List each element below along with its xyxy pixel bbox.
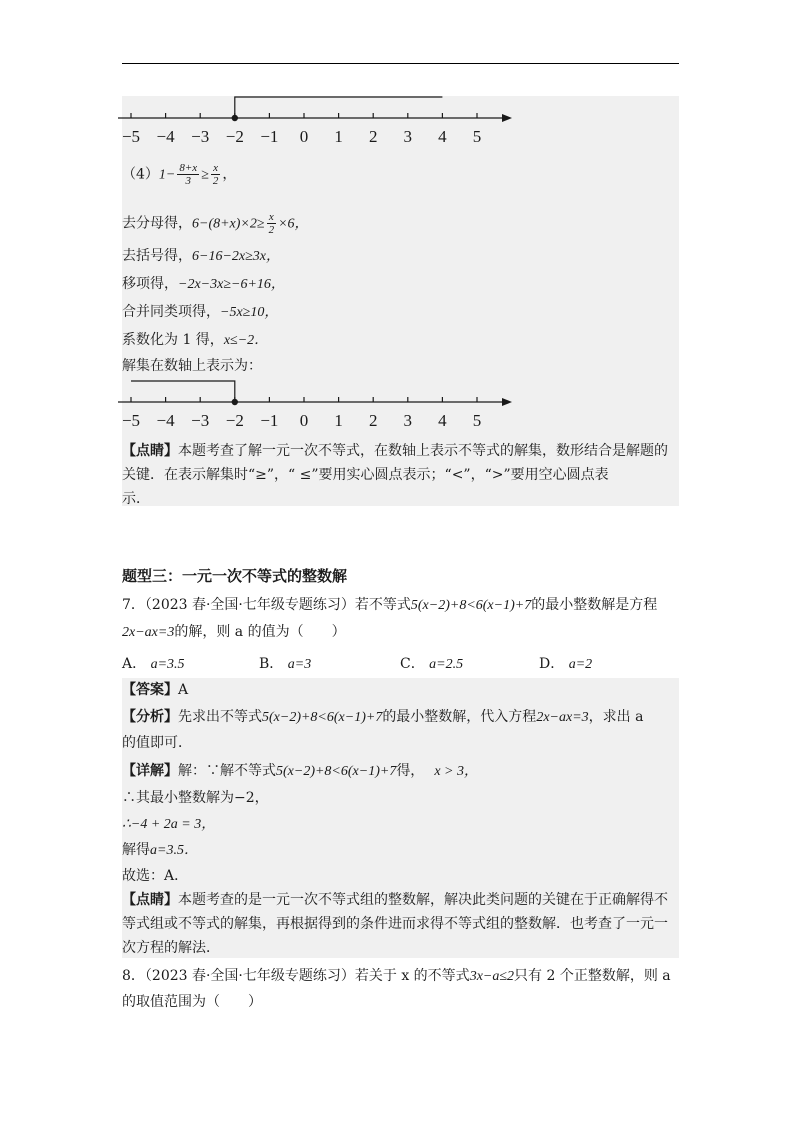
step-expr: x≤−2． xyxy=(223,333,269,348)
comment1-line3 xyxy=(122,489,150,509)
step-denominator xyxy=(122,211,309,236)
inequality: 5(x−2)+8<6(x−1)+7 xyxy=(262,710,383,725)
tick-label: 0 xyxy=(299,127,309,146)
analysis-text: 先求出不等式 xyxy=(178,709,262,725)
part4-label: （4） xyxy=(122,166,159,183)
detail-step3 xyxy=(122,840,198,861)
option-value: a=2.5 xyxy=(429,657,464,672)
punct: ， xyxy=(222,166,237,183)
option-label: B． xyxy=(259,656,284,672)
step-label: 系数化为 1 得， xyxy=(122,332,224,348)
tick-label: −5 xyxy=(121,411,141,430)
step-combine xyxy=(122,302,278,323)
comment-text: 等式组或不等式的解集，再根据得到的条件进而求得不等式组的整数解．也考查了一元一 xyxy=(122,916,668,932)
detail-line1 xyxy=(122,761,478,782)
tick-label: 4 xyxy=(438,127,447,146)
option-label: C． xyxy=(400,656,425,672)
fraction xyxy=(177,162,199,187)
part4-inequality xyxy=(122,162,236,187)
analysis-tag: 【分析】 xyxy=(122,709,178,725)
q7-line1 xyxy=(122,595,657,616)
detail-step: ∴−4 + 2a = 3， xyxy=(122,817,216,832)
step-brackets xyxy=(122,246,280,267)
number-line-2 xyxy=(110,372,530,432)
step-expr: −2x−3x≥−6+16， xyxy=(178,277,285,292)
comment-text: 示． xyxy=(122,491,150,507)
step-label: 去括号得， xyxy=(122,248,192,264)
solution-ray xyxy=(131,381,235,402)
analysis-line2 xyxy=(122,733,192,753)
q8-line1 xyxy=(122,966,671,987)
tick-label: 5 xyxy=(472,411,482,430)
comment2-line2 xyxy=(122,914,668,934)
question-text: 8．（2023 春·全国·七年级专题练习）若关于 x 的不等式 xyxy=(122,968,470,984)
option-value: a=2 xyxy=(568,657,593,672)
fraction xyxy=(211,162,221,187)
ge-sign: ≥ xyxy=(201,167,209,183)
comment-text: 次方程的解法． xyxy=(122,940,220,956)
option-c[interactable] xyxy=(400,653,463,673)
comment-text: 本题考查了解一元一次不等式，在数轴上表示不等式的解集，数形结合是解题的 xyxy=(178,443,668,459)
tick-label: −3 xyxy=(191,127,210,146)
tick-label: −2 xyxy=(225,127,244,146)
comment1-line1 xyxy=(122,441,668,461)
step-label: 去分母得， xyxy=(122,215,192,232)
detail-step2 xyxy=(122,814,215,835)
comment-tag: 【点睛】 xyxy=(122,443,178,459)
tick-label: 1 xyxy=(334,411,343,430)
comment2-line1 xyxy=(122,890,668,910)
frac-denominator: 3 xyxy=(185,175,192,187)
fraction xyxy=(267,211,277,236)
axis-arrow-icon xyxy=(502,398,512,406)
frac-denominator: 2 xyxy=(268,224,275,236)
q8-line2 xyxy=(122,992,262,1012)
choice-text: 故选：A． xyxy=(122,868,189,884)
option-value: a=3 xyxy=(287,657,312,672)
tick-label: −4 xyxy=(156,411,175,430)
detail-text: 得， xyxy=(396,763,425,779)
tick-label: 4 xyxy=(438,411,447,430)
frac-numerator: x xyxy=(211,162,221,175)
step-expr: 6−(8+x)×2≥ xyxy=(192,216,265,232)
step-move xyxy=(122,274,285,295)
tick-label: 3 xyxy=(403,411,413,430)
tick-label: 5 xyxy=(472,127,482,146)
tick-label: −3 xyxy=(191,411,210,430)
analysis-text: 的最小整数解，代入方程 xyxy=(382,709,537,725)
question-text: 只有 2 个正整数解，则 a xyxy=(514,968,671,984)
frac-numerator: x xyxy=(267,211,277,224)
solid-point xyxy=(232,399,238,405)
number-line-1 xyxy=(110,88,530,148)
comment-text: 关键．在表示解集时“≥”，“ ≤”要用实心圆点表示；“<”，“>”要用空心圆点表 xyxy=(122,467,609,483)
tick-label: −1 xyxy=(260,411,279,430)
detail-result: x > 3， xyxy=(434,764,478,779)
detail-step: ∴其最小整数解为−2， xyxy=(122,790,269,806)
analysis-text: 的值即可． xyxy=(122,735,192,751)
tick-label: −1 xyxy=(260,127,279,146)
comment-tag: 【点睛】 xyxy=(122,892,178,908)
step-expr: 6−16−2x≥3x， xyxy=(192,249,281,264)
tick-label: 1 xyxy=(334,127,343,146)
axis-arrow-icon xyxy=(502,114,512,122)
inequality: 3x−a≤2 xyxy=(469,969,515,984)
section-title: 题型三：一元一次不等式的整数解 xyxy=(122,567,348,585)
question-text: 7．（2023 春·全国·七年级专题练习）若不等式 xyxy=(122,597,411,613)
tick-label: −5 xyxy=(121,127,141,146)
solution-text: 解集在数轴上表示为： xyxy=(122,358,262,374)
question-text: 的最小整数解是方程 xyxy=(531,597,658,613)
tick-label: 3 xyxy=(403,127,413,146)
tick-label: 2 xyxy=(368,127,378,146)
answer-tag: 【答案】 xyxy=(122,682,178,698)
tick-label: 2 xyxy=(368,411,378,430)
answer-value: A xyxy=(178,682,189,698)
detail-step1 xyxy=(122,788,269,808)
detail-step: 解得 xyxy=(122,842,150,858)
tick-label: 0 xyxy=(299,411,309,430)
option-label: A． xyxy=(122,656,147,672)
step-label: 移项得， xyxy=(122,276,178,292)
option-a[interactable] xyxy=(122,653,185,673)
solid-point xyxy=(232,115,238,121)
inequality: 5(x−2)+8<6(x−1)+7 xyxy=(410,598,532,613)
comment1-line2 xyxy=(122,465,609,485)
option-label: D． xyxy=(539,656,565,672)
analysis-text: ，求出 a xyxy=(588,709,644,725)
step-expr: −5x≥10， xyxy=(220,305,279,320)
question-text: 的取值范围为（ ） xyxy=(122,994,262,1010)
answer-line xyxy=(122,680,188,700)
frac-numerator: 8+x xyxy=(179,162,198,174)
analysis-line1 xyxy=(122,707,643,728)
detail-text: 解：∵解不等式 xyxy=(178,763,276,779)
comment2-line3 xyxy=(122,938,220,958)
option-b[interactable] xyxy=(259,653,311,673)
step-label: 合并同类项得， xyxy=(122,304,220,320)
inequality: 5(x−2)+8<6(x−1)+7 xyxy=(276,764,397,779)
comment-text: 本题考查的是一元一次不等式组的整数解，解决此类问题的关键在于正确解得不 xyxy=(178,892,668,908)
equation: 2x−ax=3 xyxy=(122,625,175,640)
header-rule xyxy=(122,63,679,64)
step-expr: ×6， xyxy=(278,216,309,232)
option-d[interactable] xyxy=(539,653,592,673)
step-coefficient xyxy=(122,330,268,351)
tick-label: −2 xyxy=(225,411,244,430)
question-text: 的解，则 a 的值为（ ） xyxy=(174,624,346,640)
q7-line2 xyxy=(122,622,346,643)
equation: 2x−ax=3 xyxy=(536,710,589,725)
detail-tag: 【详解】 xyxy=(122,763,178,779)
tick-label: −4 xyxy=(156,127,175,146)
ineq-lead: 1− xyxy=(158,167,176,183)
frac-denominator: 2 xyxy=(212,175,219,187)
option-value: a=3.5 xyxy=(150,657,185,672)
choice-line xyxy=(122,866,188,886)
detail-expr: a=3.5． xyxy=(150,843,198,858)
